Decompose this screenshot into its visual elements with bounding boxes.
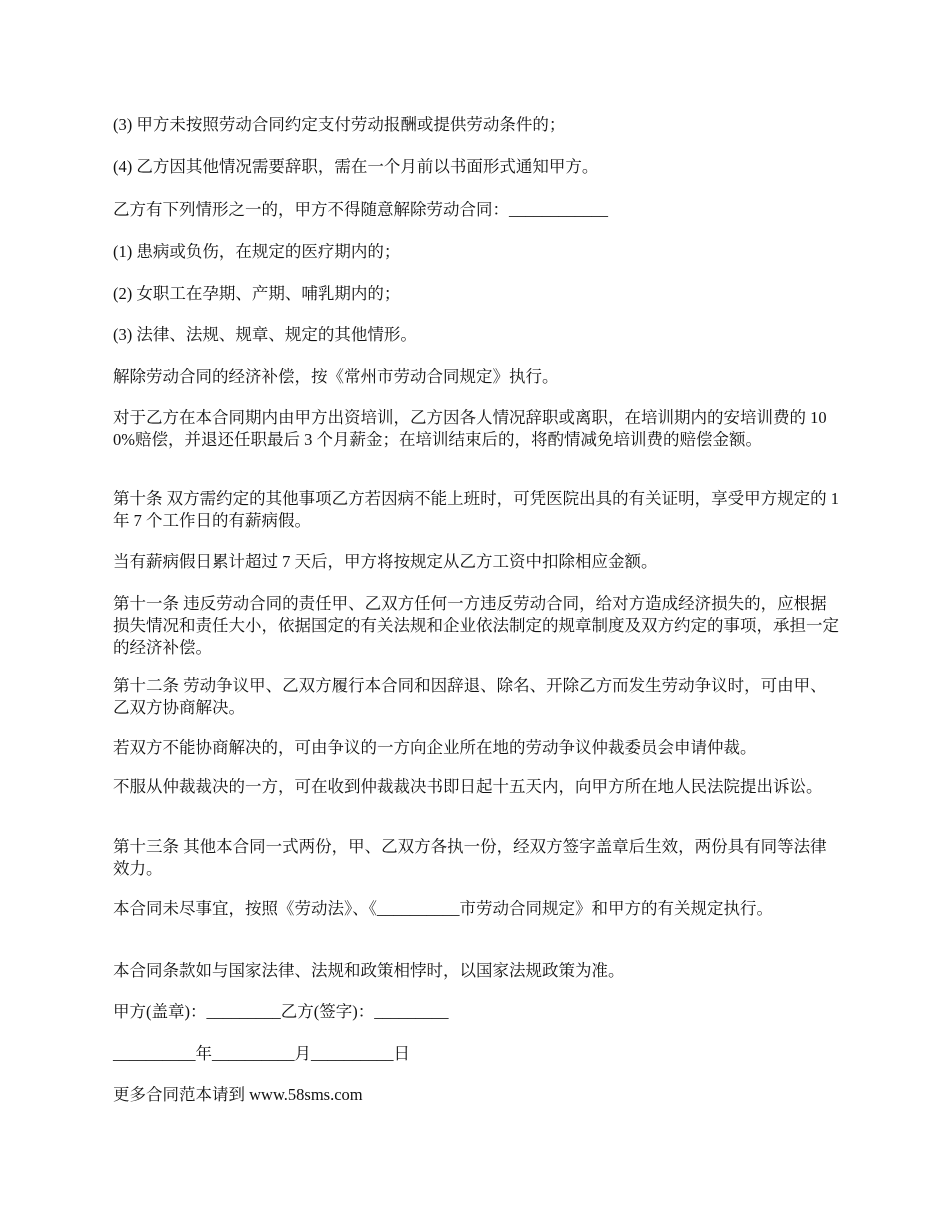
paragraph: 第十条 双方需约定的其他事项乙方若因病不能上班时，可凭医院出具的有关证明，享受甲方规定的 1 年 7 个工作日的有薪病假。 xyxy=(113,489,844,530)
paragraph: 不服从仲裁裁决的一方，可在收到仲裁裁决书即日起十五天内，向甲方所在地人民法院提出诉讼。 xyxy=(113,777,823,796)
paragraph: 对于乙方在本合同期内由甲方出资培训，乙方因各人情况辞职或离职，在培训期内的安培训费的 100%赔偿，并退还任职最后 3 个月薪金；在培训结束后的，将酌情减免培训费的赔偿金额。 xyxy=(113,408,827,449)
paragraph: 本合同条款如与国家法律、法规和政策相悖时，以国家法规政策为准。 xyxy=(113,961,625,980)
paragraph: 若双方不能协商解决的，可由争议的一方向企业所在地的劳动争议仲裁委员会申请仲裁。 xyxy=(113,738,757,757)
paragraph: 本合同未尽事宜，按照《劳动法》、《__________市劳动合同规定》和甲方的有关规定执行。 xyxy=(113,899,773,918)
signature-line: 甲方(盖章)：_________乙方(签字)：_________ xyxy=(113,1002,449,1021)
paragraph: 第十三条 其他本合同一式两份，甲、乙双方各执一份，经双方签字盖章后生效，两份具有同等法律效力。 xyxy=(113,837,827,878)
date-line: __________年__________月__________日 xyxy=(113,1044,410,1063)
paragraph: 第十二条 劳动争议甲、乙双方履行本合同和因辞退、除名、开除乙方而发生劳动争议时，可由甲、乙双方协商解决。 xyxy=(113,676,827,717)
footer-link-text: 更多合同范本请到 www.58sms.com xyxy=(113,1085,363,1104)
paragraph: 当有薪病假日累计超过 7 天后，甲方将按规定从乙方工资中扣除相应金额。 xyxy=(113,552,658,571)
paragraph: (3) 法律、法规、规章、规定的其他情形。 xyxy=(113,325,417,344)
paragraph: 第十一条 违反劳动合同的责任甲、乙双方任何一方违反劳动合同，给对方造成经济损失的，应根据损失情况和责任大小，依据国定的有关法规和企业依法制定的规章制度及双方约定的事项，承担一定的经济补偿。 xyxy=(113,594,839,657)
paragraph: 乙方有下列情形之一的，甲方不得随意解除劳动合同：____________ xyxy=(113,200,608,219)
paragraph: (1) 患病或负伤，在规定的医疗期内的； xyxy=(113,242,401,261)
paragraph: (4) 乙方因其他情况需要辞职，需在一个月前以书面形式通知甲方。 xyxy=(113,157,599,176)
paragraph: 解除劳动合同的经济补偿，按《常州市劳动合同规定》执行。 xyxy=(113,367,559,386)
paragraph: (3) 甲方未按照劳动合同约定支付劳动报酬或提供劳动条件的； xyxy=(113,115,566,134)
paragraph: (2) 女职工在孕期、产期、哺乳期内的； xyxy=(113,284,401,303)
